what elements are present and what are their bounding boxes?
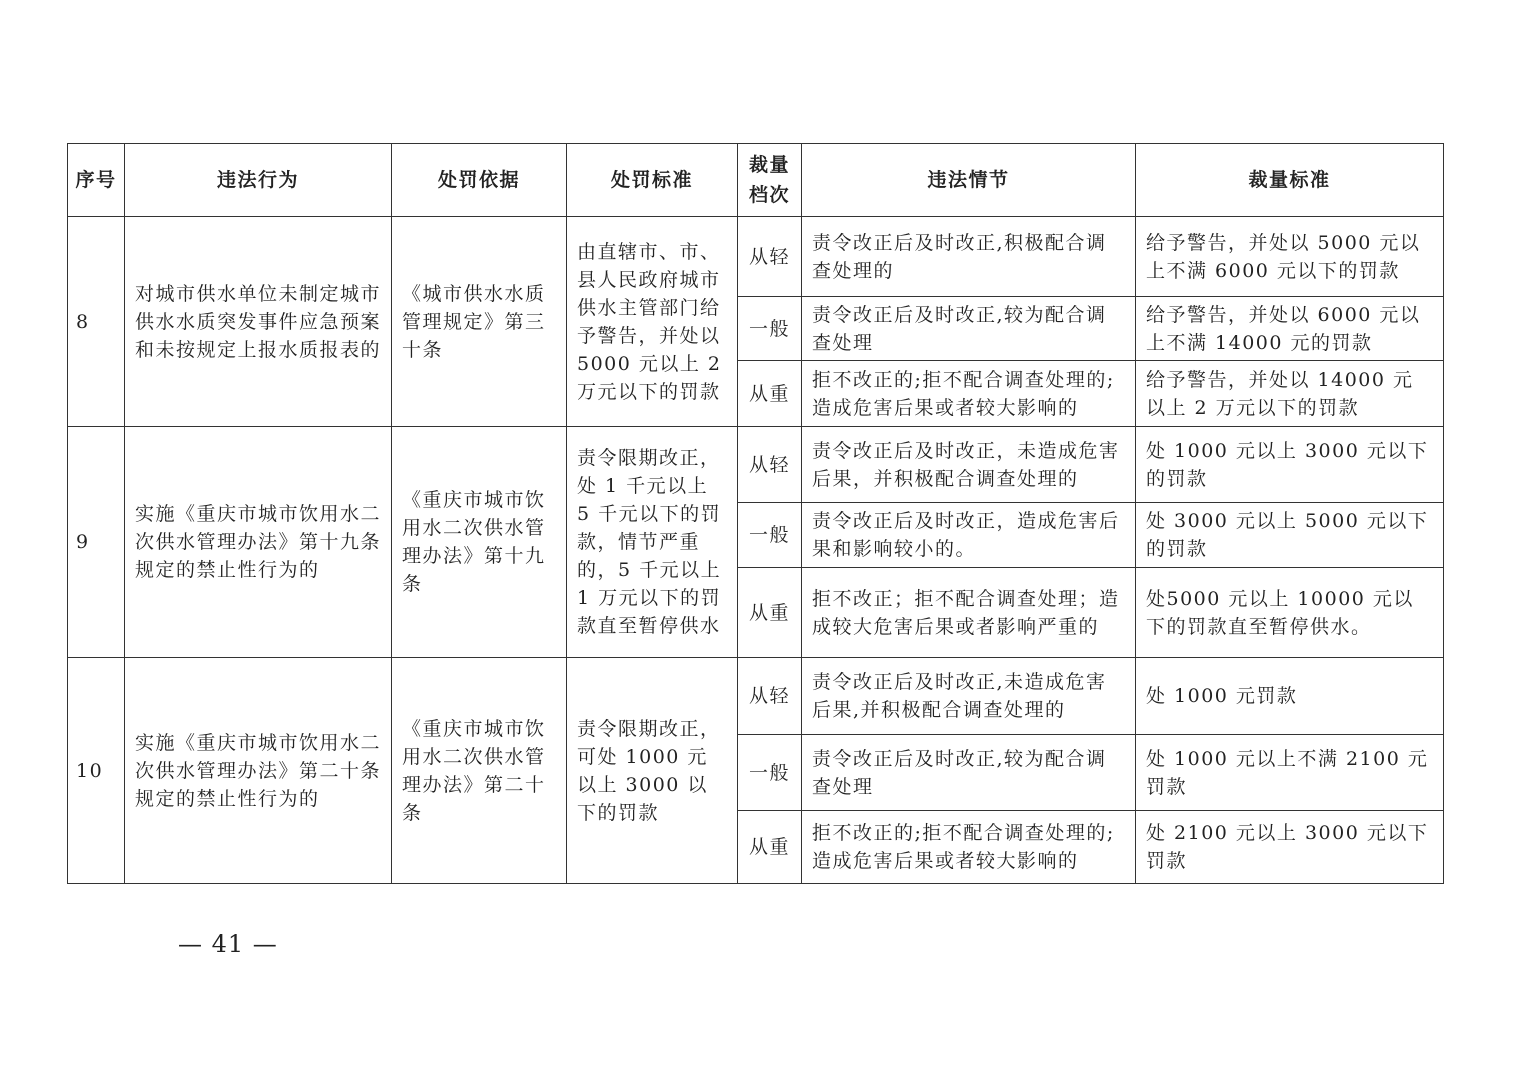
violation-cell: 实施《重庆市城市饮用水二次供水管理办法》第二十条规定的禁止性行为的 (125, 658, 392, 884)
grade-cell: 从重 (738, 361, 802, 427)
standard-cell: 责令限期改正，处 1 千元以上 5 千元以下的罚款，情节严重的，5 千元以上 1 万元以下的罚款直至暂停供水 (567, 427, 738, 658)
grade-cell: 从轻 (738, 427, 802, 503)
grade-cell: 从重 (738, 568, 802, 658)
seq-cell: 10 (68, 658, 125, 884)
discretion-cell: 给予警告，并处以 5000 元以上不满 6000 元以下的罚款 (1136, 217, 1444, 297)
grade-cell: 从轻 (738, 217, 802, 297)
standard-cell: 责令限期改正，可处 1000 元以上 3000 以下的罚款 (567, 658, 738, 884)
circumstance-cell: 责令改正后及时改正,未造成危害后果,并积极配合调查处理的 (802, 658, 1136, 735)
circumstance-cell: 责令改正后及时改正，造成危害后果和影响较小的。 (802, 503, 1136, 568)
discretion-cell: 给予警告，并处以 6000 元以上不满 14000 元的罚款 (1136, 297, 1444, 361)
discretion-cell: 处5000 元以上 10000 元以下的罚款直至暂停供水。 (1136, 568, 1444, 658)
discretion-cell: 处 1000 元罚款 (1136, 658, 1444, 735)
circumstance-cell: 拒不改正；拒不配合调查处理；造成较大危害后果或者影响严重的 (802, 568, 1136, 658)
header-violation: 违法行为 (125, 144, 392, 217)
basis-cell: 《重庆市城市饮用水二次供水管理办法》第十九条 (392, 427, 567, 658)
header-circumstance: 违法情节 (802, 144, 1136, 217)
discretion-cell: 给予警告，并处以 14000 元以上 2 万元以下的罚款 (1136, 361, 1444, 427)
discretion-cell: 处 3000 元以上 5000 元以下的罚款 (1136, 503, 1444, 568)
grade-cell: 从重 (738, 811, 802, 884)
discretion-standard-table (67, 143, 1444, 884)
circumstance-cell: 责令改正后及时改正,积极配合调查处理的 (802, 217, 1136, 297)
standard-cell: 由直辖市、市、县人民政府城市供水主管部门给予警告，并处以 5000 元以上 2 万元以下的罚款 (567, 217, 738, 427)
table-row (68, 658, 1444, 735)
circumstance-cell: 责令改正后及时改正,较为配合调查处理 (802, 297, 1136, 361)
circumstance-cell: 责令改正后及时改正,较为配合调查处理 (802, 735, 1136, 811)
header-standard: 处罚标准 (567, 144, 738, 217)
grade-cell: 一般 (738, 503, 802, 568)
discretion-cell: 处 2100 元以上 3000 元以下罚款 (1136, 811, 1444, 884)
circumstance-cell: 拒不改正的;拒不配合调查处理的;造成危害后果或者较大影响的 (802, 361, 1136, 427)
circumstance-cell: 拒不改正的;拒不配合调查处理的;造成危害后果或者较大影响的 (802, 811, 1136, 884)
discretion-cell: 处 1000 元以上不满 2100 元罚款 (1136, 735, 1444, 811)
header-grade: 裁量档次 (738, 144, 802, 217)
page-number: — 41 — (178, 930, 278, 958)
basis-cell: 《城市供水水质管理规定》第三十条 (392, 217, 567, 427)
violation-cell: 对城市供水单位未制定城市供水水质突发事件应急预案和未按规定上报水质报表的 (125, 217, 392, 427)
table-row (68, 217, 1444, 297)
grade-cell: 一般 (738, 297, 802, 361)
violation-cell: 实施《重庆市城市饮用水二次供水管理办法》第十九条规定的禁止性行为的 (125, 427, 392, 658)
discretion-cell: 处 1000 元以上 3000 元以下的罚款 (1136, 427, 1444, 503)
header-seq: 序号 (68, 144, 125, 217)
circumstance-cell: 责令改正后及时改正，未造成危害后果，并积极配合调查处理的 (802, 427, 1136, 503)
seq-cell: 8 (68, 217, 125, 427)
header-discretion: 裁量标准 (1136, 144, 1444, 217)
grade-cell: 从轻 (738, 658, 802, 735)
seq-cell: 9 (68, 427, 125, 658)
table-row (68, 427, 1444, 503)
header-basis: 处罚依据 (392, 144, 567, 217)
header-row (68, 144, 1444, 217)
grade-cell: 一般 (738, 735, 802, 811)
basis-cell: 《重庆市城市饮用水二次供水管理办法》第二十条 (392, 658, 567, 884)
